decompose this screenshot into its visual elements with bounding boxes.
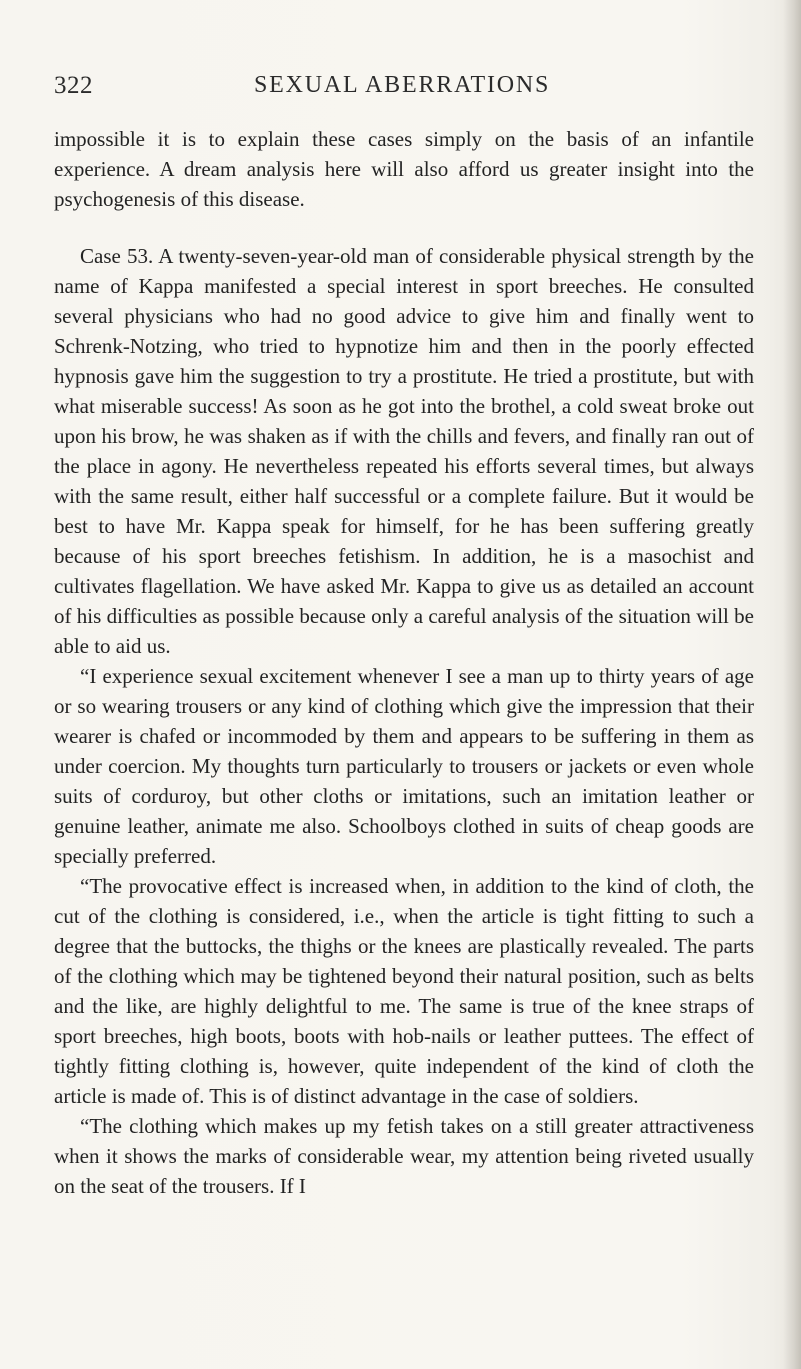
paragraph: impossible it is to explain these cases simply on the basis of an infantile experience. A dream analysis here will also afford us greater insight into the psychogenesis of this disease. bbox=[54, 127, 754, 211]
paragraph: “I experience sexual excitement whenever I see a man up to thirty years of age or so wearing trousers or any kind of clothing which give the impression that their wearer is chafed or incommoded by them and appears to be suffering in them as under coercion. My thoughts turn particularly to trousers or jackets or even whole suits of corduroy, but other cloths or imitations, such an imitation leather or genuine leather, animate me also. Schoolboys clothed in suits of cheap goods are specially preferred. bbox=[54, 664, 754, 868]
page-number: 322 bbox=[54, 72, 93, 99]
running-head: SEXUAL ABERRATIONS bbox=[254, 72, 551, 98]
paragraph: “The clothing which makes up my fetish takes on a still greater attractiveness when it shows the marks of considerable wear, my attention being riveted usually on the seat of the trousers. If I bbox=[54, 1114, 754, 1198]
paragraph: Case 53. A twenty-seven-year-old man of considerable physical strength by the name of Kappa manifested a special interest in sport breeches. He consulted several physicians who had no good advice to give him and finally went to Schrenk-Notzing, who tried to hypnotize him and then in the poorly effected hypnosis gave him the suggestion to try a prostitute. He tried a prostitute, but with what miserable success! As soon as he got into the brothel, a cold sweat broke out upon his brow, he was shaken as if with the chills and fevers, and finally ran out of the place in agony. He nevertheless repeated his efforts several times, but always with the same result, either half successful or a complete failure. But it would be best to have Mr. Kappa speak for himself, for he has been suffering greatly because of his sport breeches fetishism. In addition, he is a masochist and cultivates flagellation. We have asked Mr. Kappa to give us as detailed an account of his difficulties as possible because only a careful analysis of the situation will be able to aid us. bbox=[54, 244, 754, 658]
page-header bbox=[54, 72, 754, 112]
page-edge-shadow bbox=[783, 0, 801, 1369]
body-text bbox=[54, 124, 754, 1201]
paragraph: “The provocative effect is increased when, in addition to the kind of cloth, the cut of the clothing is considered, i.e., when the article is tight fitting to such a degree that the buttocks, the thighs or the knees are plastically revealed. The parts of the clothing which may be tightened beyond their natural position, such as belts and the like, are highly delightful to me. The same is true of the knee straps of sport breeches, high boots, boots with hob-nails or leather puttees. The effect of tightly fitting clothing is, however, quite independent of the kind of cloth the article is made of. This is of distinct advantage in the case of soldiers. bbox=[54, 874, 754, 1108]
